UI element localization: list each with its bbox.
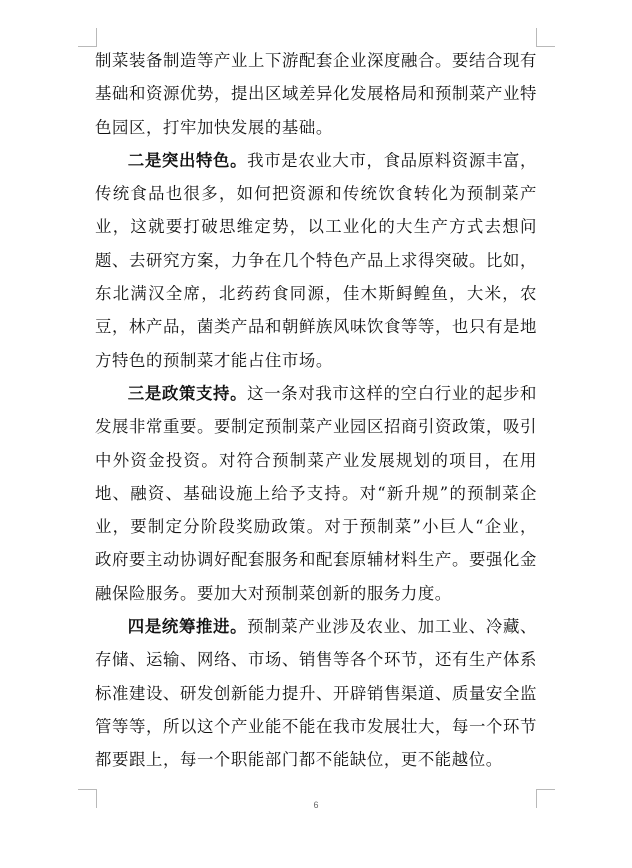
paragraph-text: 这一条对我市这样的空白行业的起步和发展非常重要。要制定预制菜产业园区招商引资政策，吸引中外资金投资。对符合预制菜产业发展规划的项目，在用地、融资、基础设施上给予支持。对“新升规”的预制菜企业，要制定分阶段奖励政策。对于预制菜”小巨人“企业，政府要主动协调好配套服务和配套原辅材料生产。要强化金融保险服务。要加大对预制菜创新的服务力度。 [95, 383, 538, 603]
paragraph-lead: 四是统筹推进。 [127, 617, 248, 637]
paragraph-lead: 二是突出特色。 [127, 150, 248, 170]
body-text [95, 44, 537, 777]
paragraph-text: 我市是农业大市，食品原料资源丰富，传统食品也很多，如何把资源和传统饮食转化为预制菜产业，这就要打破思维定势，以工业化的大生产方式去想问题、去研究方案，力争在几个特色产品上求得突破。比如，东北满汉全席，北药药食同源，佳木斯鲟鳇鱼，大米，农豆，林产品，菌类产品和朝鲜族风味饮食等等，也只有是地方特色的预制菜才能占住市场。 [95, 150, 538, 370]
paragraph-overall-planning [95, 610, 537, 776]
page-number: 6 [313, 800, 319, 810]
paragraph-continuation [95, 44, 537, 144]
paragraph-policy-support [95, 377, 537, 610]
paragraph-text: 预制菜产业涉及农业、加工业、冷藏、存储、运输、网络、市场、销售等各个环节，还有生产体系标准建设、研发创新能力提升、开辟销售渠道、质量安全监管等等，所以这个产业能不能在我市发展壮大，每一个环节都要跟上，每一个职能部门都不能缺位，更不能越位。 [95, 617, 538, 770]
paragraph-highlight-features [95, 144, 537, 377]
paragraph-lead: 三是政策支持。 [127, 383, 248, 403]
crop-mark-top-right [536, 28, 555, 47]
paragraph-text: 制菜装备制造等产业上下游配套企业深度融合。要结合现有基础和资源优势，提出区域差异化发展格局和预制菜产业特色园区，打牢加快发展的基础。 [95, 51, 537, 137]
